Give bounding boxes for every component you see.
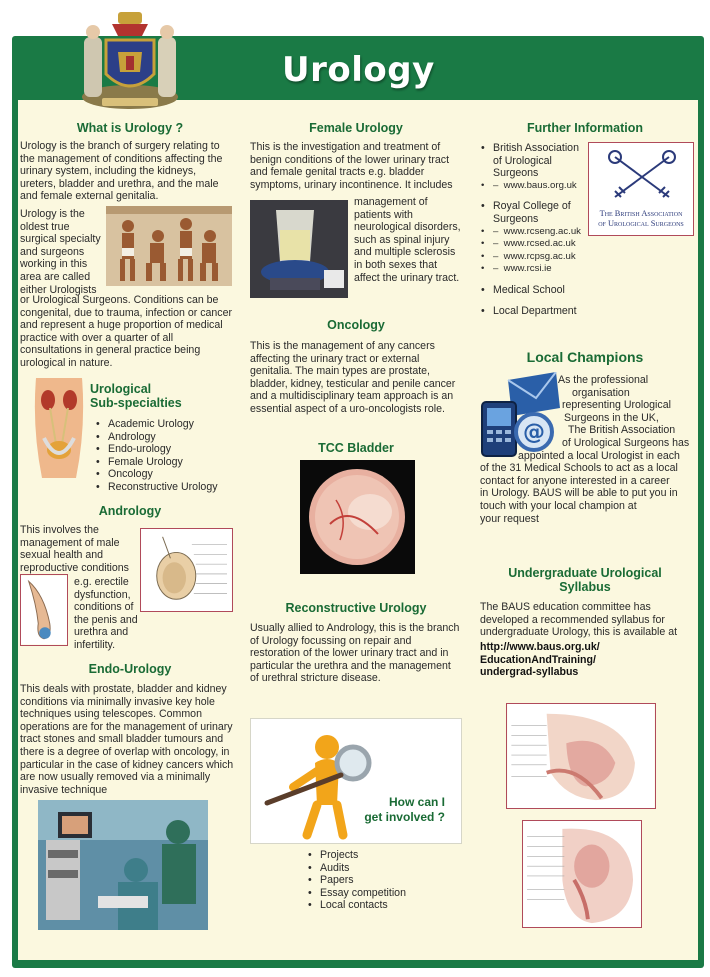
link[interactable]: • – www.rcpsg.ac.uk — [481, 251, 589, 264]
further-heading: Further Information — [527, 121, 643, 135]
list-item: • Local contacts — [308, 899, 448, 912]
list-item: • Local Department — [481, 305, 589, 318]
syllabus-text: The BAUS education committee has developed a recommended syllabus for undergraduate Urology, this is available at — [480, 601, 678, 639]
list-item: • Academic Urology — [96, 418, 236, 431]
tcc-heading: TCC Bladder — [318, 441, 394, 455]
get-involved-text: How can I get involved ? — [364, 795, 445, 824]
champions-heading: Local Champions — [526, 349, 644, 365]
list-item: • Reconstructive Urology — [96, 481, 236, 494]
female-heading: Female Urology — [309, 121, 403, 135]
list-item: • British Association of Urological Surgeons — [481, 142, 589, 180]
list-item: • Oncology — [96, 468, 236, 481]
penis-diagram-image — [20, 574, 68, 646]
egyptian-circumcision-image — [106, 206, 232, 286]
list-item: • Audits — [308, 862, 448, 875]
andrology-heading: Andrology — [98, 504, 162, 518]
syllabus-link[interactable]: http://www.baus.org.uk/ EducationAndTraining/ undergrad-syllabus — [480, 641, 600, 679]
subspecialties-list — [96, 418, 236, 494]
andrology-text-2: e.g. erectile dysfunction, conditions of the penis and urethra and infertility. — [74, 576, 138, 651]
reconstructive-text: Usually allied to Andrology, this is the branch of Urology focussing on repair and restoration of the lower urinary tract and in particular the urethra and the management of urethral stricture disease. — [250, 622, 460, 685]
champions-text: As the professional organisation representing Urological Surgeons in the UK, The British Association of Urological Surgeons has appointed a local Urologist in each of the 31 Medical Schools to act as a local contact for anyone interested in a career in Urology. BAUS will be able to put you in touch with your local champion at your request — [480, 374, 690, 525]
endo-text: This deals with prostate, bladder and kidney conditions via minimally invasive key hole techniques using telescopes. Common operations are for the management of urinary tract stones and small bladder tumours and there is a degree of overlap with oncology, in particular in the case of kidney cancers which are now usually removed via a minimally invasive technique — [20, 683, 234, 796]
oncology-text: This is the management of any cancers affecting the urinary tract or external genitalia. The main types are prostate, bladder, kidney, testicular and penile cancer and a multidisciplinary team approach is an essential aspect of a uro-oncologists role. — [250, 340, 456, 415]
link[interactable]: • – www.baus.org.uk — [481, 180, 589, 193]
what-paragraph-3: or Urological Surgeons. Conditions can be congenital, due to trauma, infection or cancer and represent a huge proportion of medical practice with over a quarter of all consultations in general practice being urological in nature. — [20, 294, 232, 369]
syllabus-heading: Undergraduate Urological Syllabus — [508, 566, 662, 594]
list-item: • Essay competition — [308, 887, 448, 900]
get-involved-list — [308, 849, 448, 912]
list-item: • Royal College of Surgeons — [481, 200, 589, 225]
link[interactable]: • – www.rcsed.ac.uk — [481, 238, 589, 251]
male-anatomy-diagram — [506, 703, 656, 809]
list-item: • Female Urology — [96, 456, 236, 469]
list-item: • Endo-urology — [96, 443, 236, 456]
endo-heading: Endo-Urology — [88, 662, 172, 676]
what-paragraph-2: Urology is the oldest true surgical specialty and surgeons working in this area are called either Urologists — [20, 208, 101, 296]
urinary-system-image — [24, 378, 94, 488]
female-paragraph: This is the investigation and treatment of benign conditions of the lower urinary tract and female genital tracts e.g. bladder symptoms, urinary incontinence. It includes — [250, 141, 453, 191]
list-item: • Andrology — [96, 431, 236, 444]
tcc-bladder-image — [300, 460, 415, 574]
female-paragraph-2: management of patients with neurological disorders, such as spinal injury and multiple sclerosis in both sexes that affect the urinary tract. — [354, 196, 461, 284]
baus-logo-text: The British Association of Urological Surgeons — [598, 209, 684, 228]
reconstructive-heading: Reconstructive Urology — [285, 601, 427, 615]
crossed-keys-icon — [605, 149, 679, 203]
list-item: • Papers — [308, 874, 448, 887]
subspecialties-heading: Urological Sub-specialties — [90, 382, 182, 410]
andrology-text: This involves the management of male sexual health and reproductive conditions — [20, 524, 129, 574]
what-paragraph: Urology is the branch of surgery relating to the management of conditions affecting the urinary system, including the kidneys, ureters, bladder and urethra, and the male and female external genitalia. — [20, 140, 223, 203]
list-item: • Medical School — [481, 284, 589, 297]
what-heading: What is Urology ? — [76, 121, 184, 135]
urine-sample-image — [250, 200, 348, 298]
get-involved-image — [250, 718, 462, 844]
list-item: • Projects — [308, 849, 448, 862]
link[interactable]: • – www.rcseng.ac.uk — [481, 226, 589, 239]
female-anatomy-diagram — [522, 820, 642, 928]
further-list — [481, 142, 589, 317]
svg-text:@: @ — [523, 420, 545, 445]
crest-logo — [74, 2, 186, 112]
operating-theatre-image — [38, 800, 208, 930]
link[interactable]: • – www.rcsi.ie — [481, 263, 589, 276]
baus-logo — [588, 142, 694, 236]
testis-diagram-image — [140, 528, 233, 612]
page-title: Urology — [282, 50, 435, 90]
oncology-heading: Oncology — [327, 318, 385, 332]
